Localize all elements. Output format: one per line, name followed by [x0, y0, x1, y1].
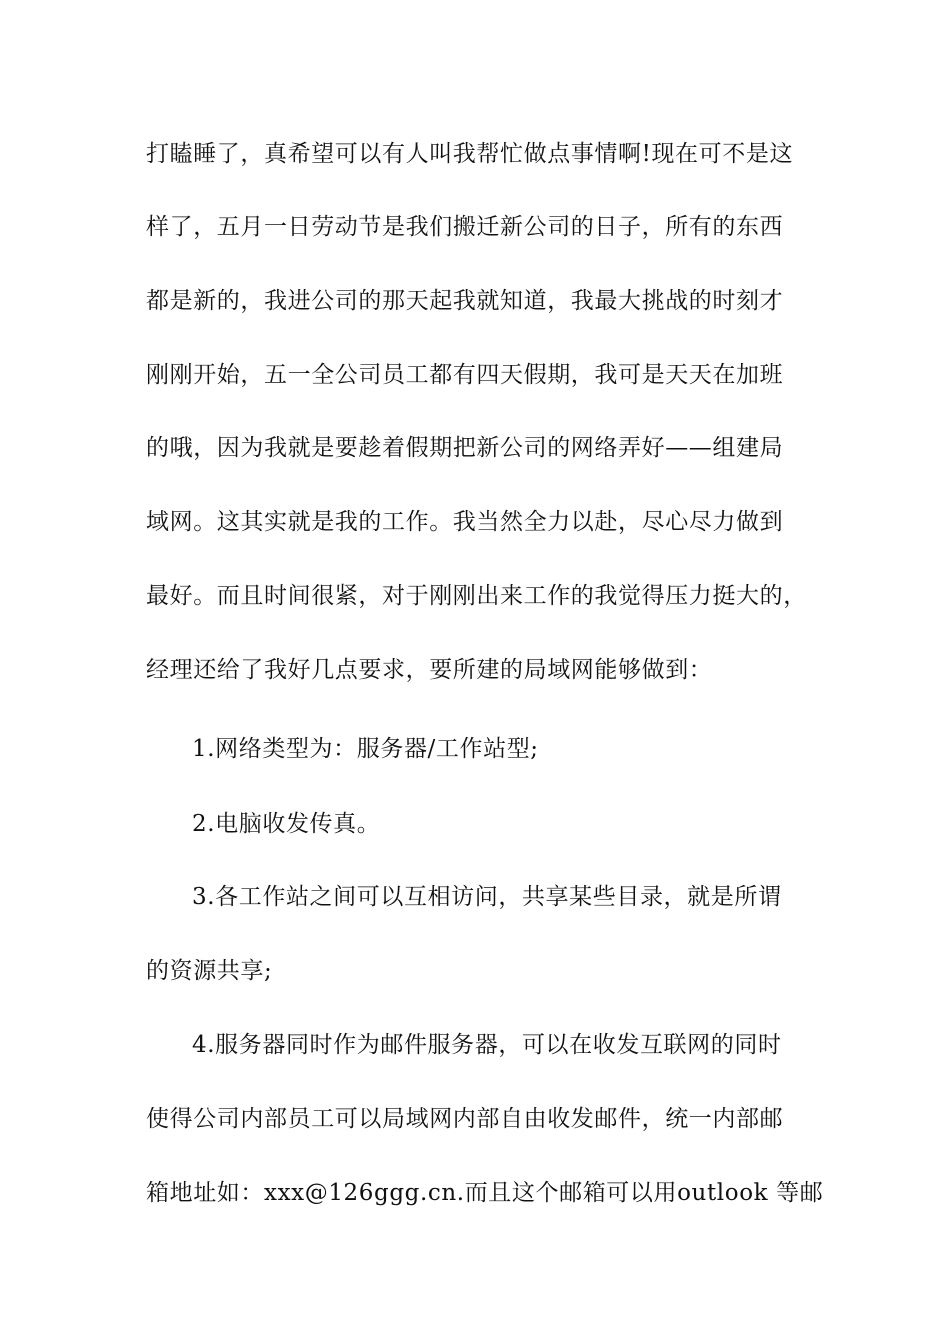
list-item-3-continued: 的资源共享; — [146, 958, 273, 984]
paragraph-line: 域网。这其实就是我的工作。我当然全力以赴，尽心尽力做到 — [146, 509, 784, 535]
paragraph-line: 都是新的，我进公司的那天起我就知道，我最大挑战的时刻才 — [146, 288, 784, 314]
paragraph-line: 经理还给了我好几点要求，要所建的局域网能够做到： — [146, 657, 713, 683]
paragraph-line: 打瞌睡了，真希望可以有人叫我帮忙做点事情啊!现在可不是这 — [146, 141, 794, 167]
list-item-2: 2.电脑收发传真。 — [192, 811, 381, 837]
list-item-4: 4.服务器同时作为邮件服务器，可以在收发互联网的同时 — [192, 1032, 782, 1058]
list-item-1: 1.网络类型为：服务器/工作站型; — [192, 736, 539, 762]
list-item-4-continued: 使得公司内部员工可以局域网内部自由收发邮件，统一内部邮 — [146, 1106, 784, 1132]
paragraph-line: 刚刚开始，五一全公司员工都有四天假期，我可是天天在加班 — [146, 362, 784, 388]
paragraph-line: 最好。而且时间很紧，对于刚刚出来工作的我觉得压力挺大的， — [146, 583, 807, 609]
paragraph-line: 的哦，因为我就是要趁着假期把新公司的网络弄好——组建局 — [146, 435, 784, 461]
list-item-3: 3.各工作站之间可以互相访问，共享某些目录，就是所谓 — [192, 884, 782, 910]
list-item-4-continued: 箱地址如：xxx@126ggg.cn.而且这个邮箱可以用outlook 等邮 — [146, 1180, 824, 1206]
paragraph-line: 样了，五月一日劳动节是我们搬迁新公司的日子，所有的东西 — [146, 214, 784, 240]
